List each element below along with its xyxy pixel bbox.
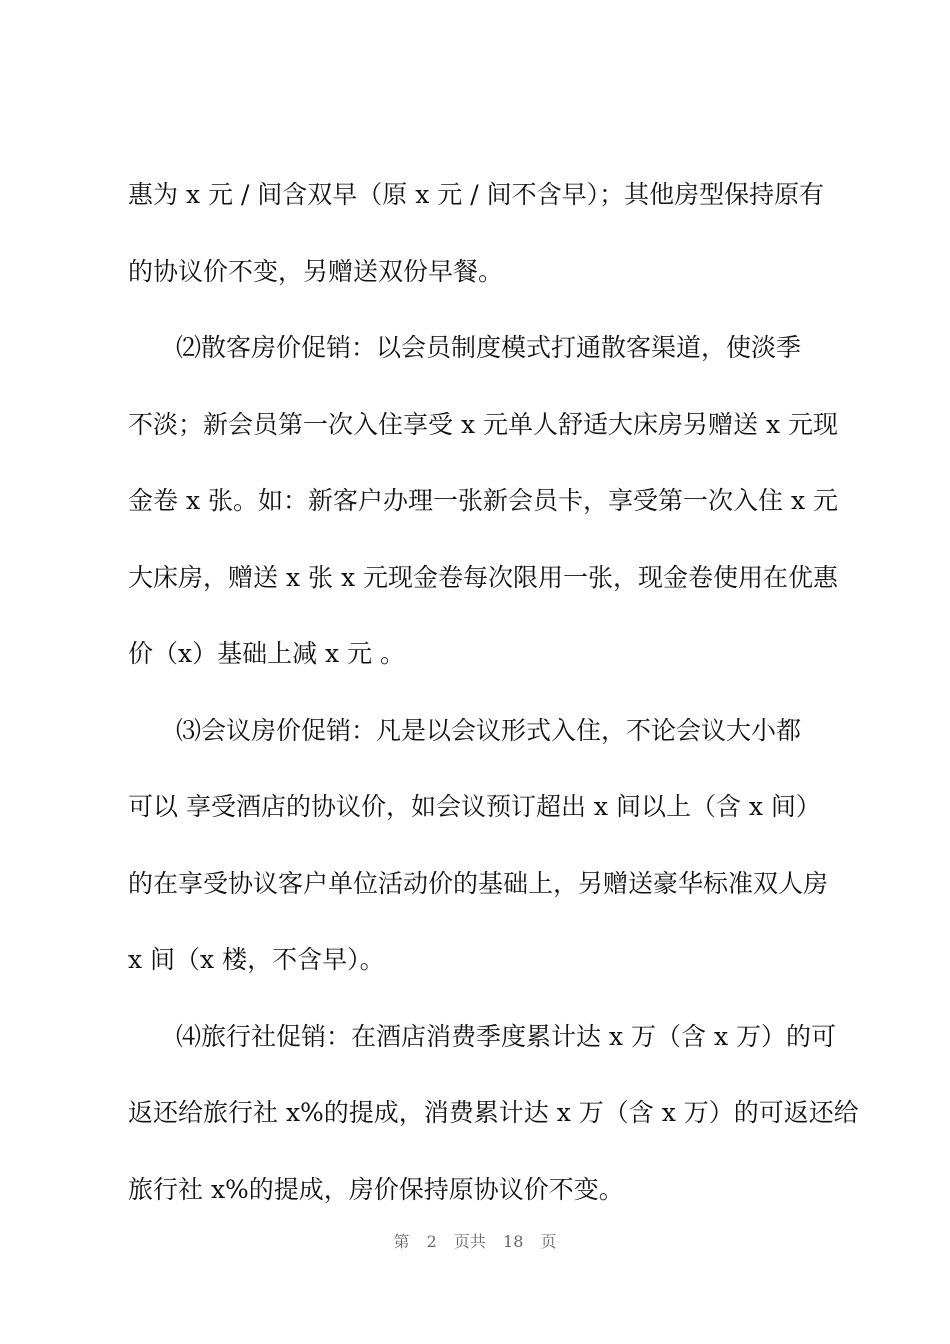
footer-prefix: 第 <box>393 1232 410 1251</box>
footer-suffix: 页 <box>540 1232 557 1251</box>
footer-page-number: 2 <box>426 1232 437 1251</box>
text-line: ⑵散客房价促销：以会员制度模式打通散客渠道，使淡季 <box>176 333 802 362</box>
text-line: 惠为 x 元 / 间含双早（原 x 元 / 间不含早）；其他房型保持原有 <box>128 180 825 209</box>
page-footer <box>0 1229 950 1252</box>
footer-total-pages: 18 <box>503 1232 524 1251</box>
text-line: 返还给旅行社 x%的提成，消费累计达 x 万（含 x 万）的可返还给 <box>128 1098 859 1127</box>
text-line: 旅行社 x%的提成，房价保持原协议价不变。 <box>128 1174 624 1204</box>
text-line: 的在享受协议客户单位活动价的基础上，另赠送豪华标准双人房 <box>128 868 829 898</box>
text-line: ⑷旅行社促销：在酒店消费季度累计达 x 万（含 x 万）的可 <box>176 1021 836 1051</box>
footer-middle: 页共 <box>453 1232 486 1251</box>
text-line: 不淡；新会员第一次入住享受 x 元单人舒适大床房另赠送 x 元现 <box>128 409 838 439</box>
text-line: 的协议价不变，另赠送双份早餐。 <box>128 256 504 286</box>
text-line: ⑶会议房价促销：凡是以会议形式入住，不论会议大小都 <box>176 715 802 745</box>
text-line: x 间（x 楼，不含早）。 <box>128 945 385 974</box>
text-line: 金卷 x 张。如：新客户办理一张新会员卡，享受第一次入住 x 元 <box>128 486 838 515</box>
text-line: 大床房，赠送 x 张 x 元现金卷每次限用一张，现金卷使用在优惠 <box>128 562 838 592</box>
document-body <box>128 171 858 1242</box>
text-line: 可以 享受酒店的协议价，如会议预订超出 x 间以上（含 x 间） <box>128 792 821 821</box>
text-line: 价（x）基础上减 x 元 。 <box>128 639 406 668</box>
